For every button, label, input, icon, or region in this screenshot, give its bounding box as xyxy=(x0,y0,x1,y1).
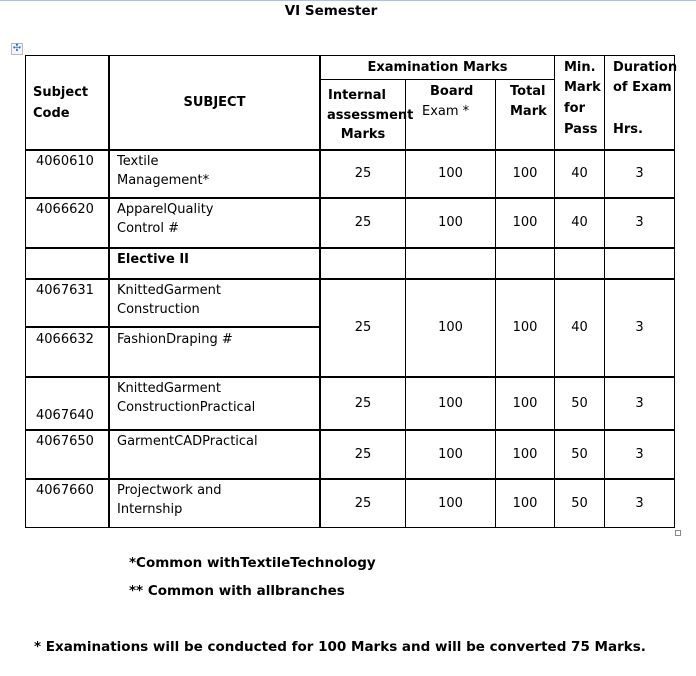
cell-board-exam xyxy=(405,150,496,198)
header-board-line2: Exam * xyxy=(422,104,470,119)
cell-subject-code xyxy=(25,150,109,198)
subject-code: 4067631 xyxy=(36,283,94,298)
subject-name-line: Elective II xyxy=(117,252,190,267)
min-pass-mark-value: 40 xyxy=(571,215,588,230)
board-exam-value: 100 xyxy=(438,446,463,462)
subject-name-line: Internship xyxy=(117,502,183,517)
cell-internal-marks xyxy=(320,279,406,377)
duration-value: 3 xyxy=(635,320,644,335)
header-subject-code-line2: Code xyxy=(33,106,70,121)
board-exam-value: 100 xyxy=(438,166,463,181)
header-duration-line2: of Exam xyxy=(613,80,672,95)
cell-internal-marks xyxy=(320,377,406,430)
cell-subject xyxy=(109,198,320,248)
page-title xyxy=(0,3,696,19)
min-pass-mark-value: 40 xyxy=(571,320,588,335)
table-resize-handle-icon[interactable] xyxy=(675,530,681,536)
cell-duration xyxy=(604,430,675,479)
cell-min-pass-mark xyxy=(554,377,605,430)
cell-board-exam xyxy=(405,377,496,430)
header-internal-line1: Internal xyxy=(328,88,387,103)
cell-board-exam xyxy=(405,279,496,377)
cell-total-mark xyxy=(495,430,555,479)
subject-code: 4060610 xyxy=(36,154,94,169)
internal-marks-value: 25 xyxy=(354,166,372,181)
header-subject-code-line1: Subject xyxy=(33,85,89,100)
min-pass-mark-value: 50 xyxy=(571,495,588,511)
subject-code: 4067640 xyxy=(36,408,94,423)
window-top-border xyxy=(0,0,696,1)
table-move-handle-icon[interactable]: ✣ xyxy=(12,43,22,54)
subject-name-line: KnittedGarment xyxy=(117,381,221,396)
cell-subject xyxy=(109,327,320,377)
page-title-text: VI Semester xyxy=(284,3,378,19)
subject-name-line: Textile xyxy=(117,154,159,169)
header-total xyxy=(495,79,555,150)
cell-min-pass-mark xyxy=(554,430,605,479)
min-pass-mark-value: 50 xyxy=(571,395,588,411)
cell-subject-code xyxy=(25,430,109,479)
cell-total-mark xyxy=(495,248,555,279)
cell-subject-code xyxy=(25,198,109,248)
cell-duration xyxy=(604,479,675,528)
cell-duration xyxy=(604,198,675,248)
header-min-mark-line4: Pass xyxy=(564,122,598,137)
total-mark-value: 100 xyxy=(512,320,538,335)
subject-name-line: Management* xyxy=(117,173,210,188)
subject-name-line: Control # xyxy=(117,221,180,236)
cell-internal-marks xyxy=(320,479,406,528)
cell-subject xyxy=(109,279,320,327)
internal-marks-value: 25 xyxy=(354,395,372,411)
total-mark-value: 100 xyxy=(512,166,538,181)
cell-min-pass-mark xyxy=(554,248,605,279)
subject-code: 4067660 xyxy=(36,483,94,498)
cell-total-mark xyxy=(495,198,555,248)
min-pass-mark-value: 40 xyxy=(571,166,588,181)
note-common-textile: *Common withTextileTechnology xyxy=(129,555,376,571)
cell-subject-code xyxy=(25,377,109,430)
subject-code: 4067650 xyxy=(36,434,94,449)
subject-code: 4066632 xyxy=(36,332,94,347)
subject-name-line: KnittedGarment xyxy=(117,283,221,298)
cell-subject xyxy=(109,248,320,279)
header-internal-line2: assessment xyxy=(327,108,414,123)
duration-value: 3 xyxy=(635,395,644,411)
header-total-line2: Mark xyxy=(510,104,547,119)
header-min-mark-line3: for xyxy=(564,101,585,116)
note-common-all: ** Common with allbranches xyxy=(129,583,345,599)
subject-name-line: ApparelQuality xyxy=(117,202,214,217)
cell-subject-code xyxy=(25,248,109,279)
subject-name-line: GarmentCADPractical xyxy=(117,434,258,449)
cell-subject-code xyxy=(25,327,109,377)
duration-value: 3 xyxy=(635,166,644,181)
subject-name-line: Construction xyxy=(117,302,200,317)
board-exam-value: 100 xyxy=(438,495,463,511)
cell-total-mark xyxy=(495,279,555,377)
cell-duration xyxy=(604,377,675,430)
header-board-line1: Board xyxy=(430,84,474,99)
total-mark-value: 100 xyxy=(512,495,538,511)
header-subject-label: SUBJECT xyxy=(183,95,246,110)
internal-marks-value: 25 xyxy=(354,320,372,335)
cell-subject xyxy=(109,430,320,479)
internal-marks-value: 25 xyxy=(354,215,372,230)
note-exam-conversion: * Examinations will be conducted for 100 Marks and will be converted 75 Marks. xyxy=(34,639,646,655)
board-exam-value: 100 xyxy=(438,320,463,335)
header-min-mark-line1: Min. xyxy=(564,60,596,75)
total-mark-value: 100 xyxy=(512,446,538,462)
cell-duration xyxy=(604,248,675,279)
cell-internal-marks xyxy=(320,248,406,279)
subject-name-line: FashionDraping # xyxy=(117,332,233,347)
header-internal xyxy=(320,79,414,150)
header-min-mark-line2: Mark xyxy=(564,80,601,95)
subject-name-line: ConstructionPractical xyxy=(117,400,256,415)
internal-marks-value: 25 xyxy=(354,446,372,462)
cell-board-exam xyxy=(405,479,496,528)
header-total-line1: Total xyxy=(510,84,546,99)
cell-total-mark xyxy=(495,150,555,198)
header-duration-line1: Duration xyxy=(613,60,678,75)
cell-min-pass-mark xyxy=(554,198,605,248)
header-board xyxy=(405,79,496,150)
cell-duration xyxy=(604,279,675,377)
cell-internal-marks xyxy=(320,430,406,479)
total-mark-value: 100 xyxy=(512,395,538,411)
header-duration xyxy=(604,55,678,150)
cell-min-pass-mark xyxy=(554,150,605,198)
header-internal-line3: Marks xyxy=(340,127,386,142)
cell-board-exam xyxy=(405,198,496,248)
cell-min-pass-mark xyxy=(554,279,605,377)
cell-subject-code xyxy=(25,279,109,327)
total-mark-value: 100 xyxy=(512,215,538,230)
board-exam-value: 100 xyxy=(438,395,463,411)
header-duration-line3: Hrs. xyxy=(613,122,643,137)
cell-min-pass-mark xyxy=(554,479,605,528)
cell-subject-code xyxy=(25,479,109,528)
header-examination-marks-label: Examination Marks xyxy=(367,60,508,75)
cell-subject xyxy=(109,377,320,430)
subject-name-line: Projectwork and xyxy=(117,483,222,498)
cell-board-exam xyxy=(405,248,496,279)
duration-value: 3 xyxy=(635,215,644,230)
min-pass-mark-value: 50 xyxy=(571,446,588,462)
cell-total-mark xyxy=(495,377,555,430)
duration-value: 3 xyxy=(635,446,644,462)
subject-code: 4066620 xyxy=(36,202,94,217)
cell-duration xyxy=(604,150,675,198)
cell-internal-marks xyxy=(320,150,406,198)
header-subject xyxy=(109,55,320,150)
header-min-mark xyxy=(554,55,605,150)
header-subject-code xyxy=(25,55,109,150)
cell-subject xyxy=(109,479,320,528)
header-examination-marks xyxy=(320,55,555,80)
cell-internal-marks xyxy=(320,198,406,248)
duration-value: 3 xyxy=(635,495,644,511)
cell-board-exam xyxy=(405,430,496,479)
cell-subject xyxy=(109,150,320,198)
board-exam-value: 100 xyxy=(438,215,463,230)
internal-marks-value: 25 xyxy=(354,495,372,511)
cell-total-mark xyxy=(495,479,555,528)
